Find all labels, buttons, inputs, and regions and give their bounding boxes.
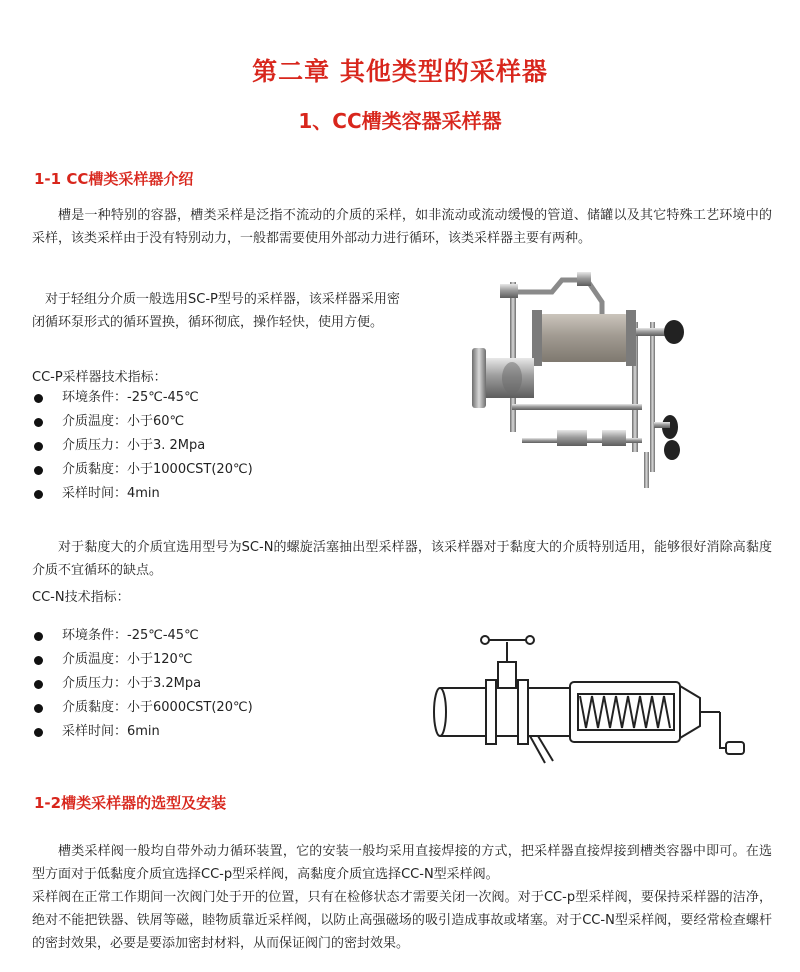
list-item: 介质压力：小于3.2Mpa <box>32 672 253 696</box>
intro-paragraph <box>32 204 772 250</box>
bullet-icon <box>34 728 43 737</box>
list-item: 介质温度：小于120℃ <box>32 648 253 672</box>
cc-n-spec-title: CC-N技术指标： <box>32 590 130 605</box>
bullet-icon <box>34 680 43 689</box>
cc-p-description <box>32 288 402 334</box>
bullet-icon <box>34 418 43 427</box>
heading-1-2: 1-2槽类采样器的选型及安装 <box>34 794 227 812</box>
bullet-icon <box>34 632 43 641</box>
selection-text-1: 槽类采样阀一般均自带外动力循环装置，它的安装一般均采用直接焊接的方式，把采样器直接焊接到槽类容器中即可。在选型方面对于低黏度介质宜选择CC-p型采样阀，高黏度介质宜选择CC-N型采样阀。 <box>32 844 772 882</box>
cc-n-sampler-image <box>430 628 750 778</box>
list-item: 介质黏度：小于1000CST(20℃) <box>32 458 253 482</box>
selection-text-2: 采样阀在正常工作期间一次阀门处于开的位置，只有在检修状态才需要关闭一次阀。对于CC-p型采样阀，要保持采样器的洁净，绝对不能把铁器、铁屑等磁，睦物质靠近采样阀，以防止高强磁场的吸引造成事故或堵塞。对于CC-N型采样阀，要经常检查螺杆的密封效果，必要是要添加密封材料，从而保证阀门的密封效果。 <box>32 890 772 951</box>
list-item: 采样时间：6min <box>32 720 253 744</box>
bullet-icon <box>34 466 43 475</box>
bullet-icon <box>34 704 43 713</box>
list-item: 介质温度：小于60℃ <box>32 410 253 434</box>
cc-p-spec-list <box>32 386 253 506</box>
intro-text: 槽是一种特别的容器，槽类采样是泛指不流动的介质的采样，如非流动或流动缓慢的管道、储罐以及其它特殊工艺环境中的采样，该类采样由于没有特别动力，一般都需要使用外部动力进行循环，该类采样器主要有两种。 <box>32 208 772 246</box>
cc-n-text: 对于黏度大的介质宜选用型号为SC-N的螺旋活塞抽出型采样器，该采样器对于黏度大的介质特别适用，能够很好消除高黏度介质不宜循环的缺点。 <box>32 540 772 578</box>
heading-1-1: 1-1 CC槽类采样器介绍 <box>34 170 194 188</box>
section-title: 1、CC槽类容器采样器 <box>298 109 502 133</box>
bullet-icon <box>34 394 43 403</box>
bullet-icon <box>34 656 43 665</box>
selection-paragraph-2 <box>32 886 772 955</box>
cc-p-text: 对于轻组分介质一般选用SC-P型号的采样器，该采样器采用密闭循环泵形式的循环置换，循环彻底，操作轻快，使用方便。 <box>32 292 400 330</box>
bullet-icon <box>34 490 43 499</box>
cc-n-spec-list <box>32 624 253 744</box>
list-item: 环境条件：-25℃-45℃ <box>32 624 253 648</box>
list-item: 采样时间：4min <box>32 482 253 506</box>
cc-n-description <box>32 536 772 582</box>
cc-p-sampler-image <box>462 262 692 492</box>
list-item: 环境条件：-25℃-45℃ <box>32 386 253 410</box>
bullet-icon <box>34 442 43 451</box>
list-item: 介质黏度：小于6000CST(20℃) <box>32 696 253 720</box>
list-item: 介质压力：小于3. 2Mpa <box>32 434 253 458</box>
selection-paragraph-1 <box>32 840 772 886</box>
chapter-title: 第二章 其他类型的采样器 <box>252 57 548 86</box>
cc-p-spec-title: CC-P采样器技术指标： <box>32 370 167 385</box>
